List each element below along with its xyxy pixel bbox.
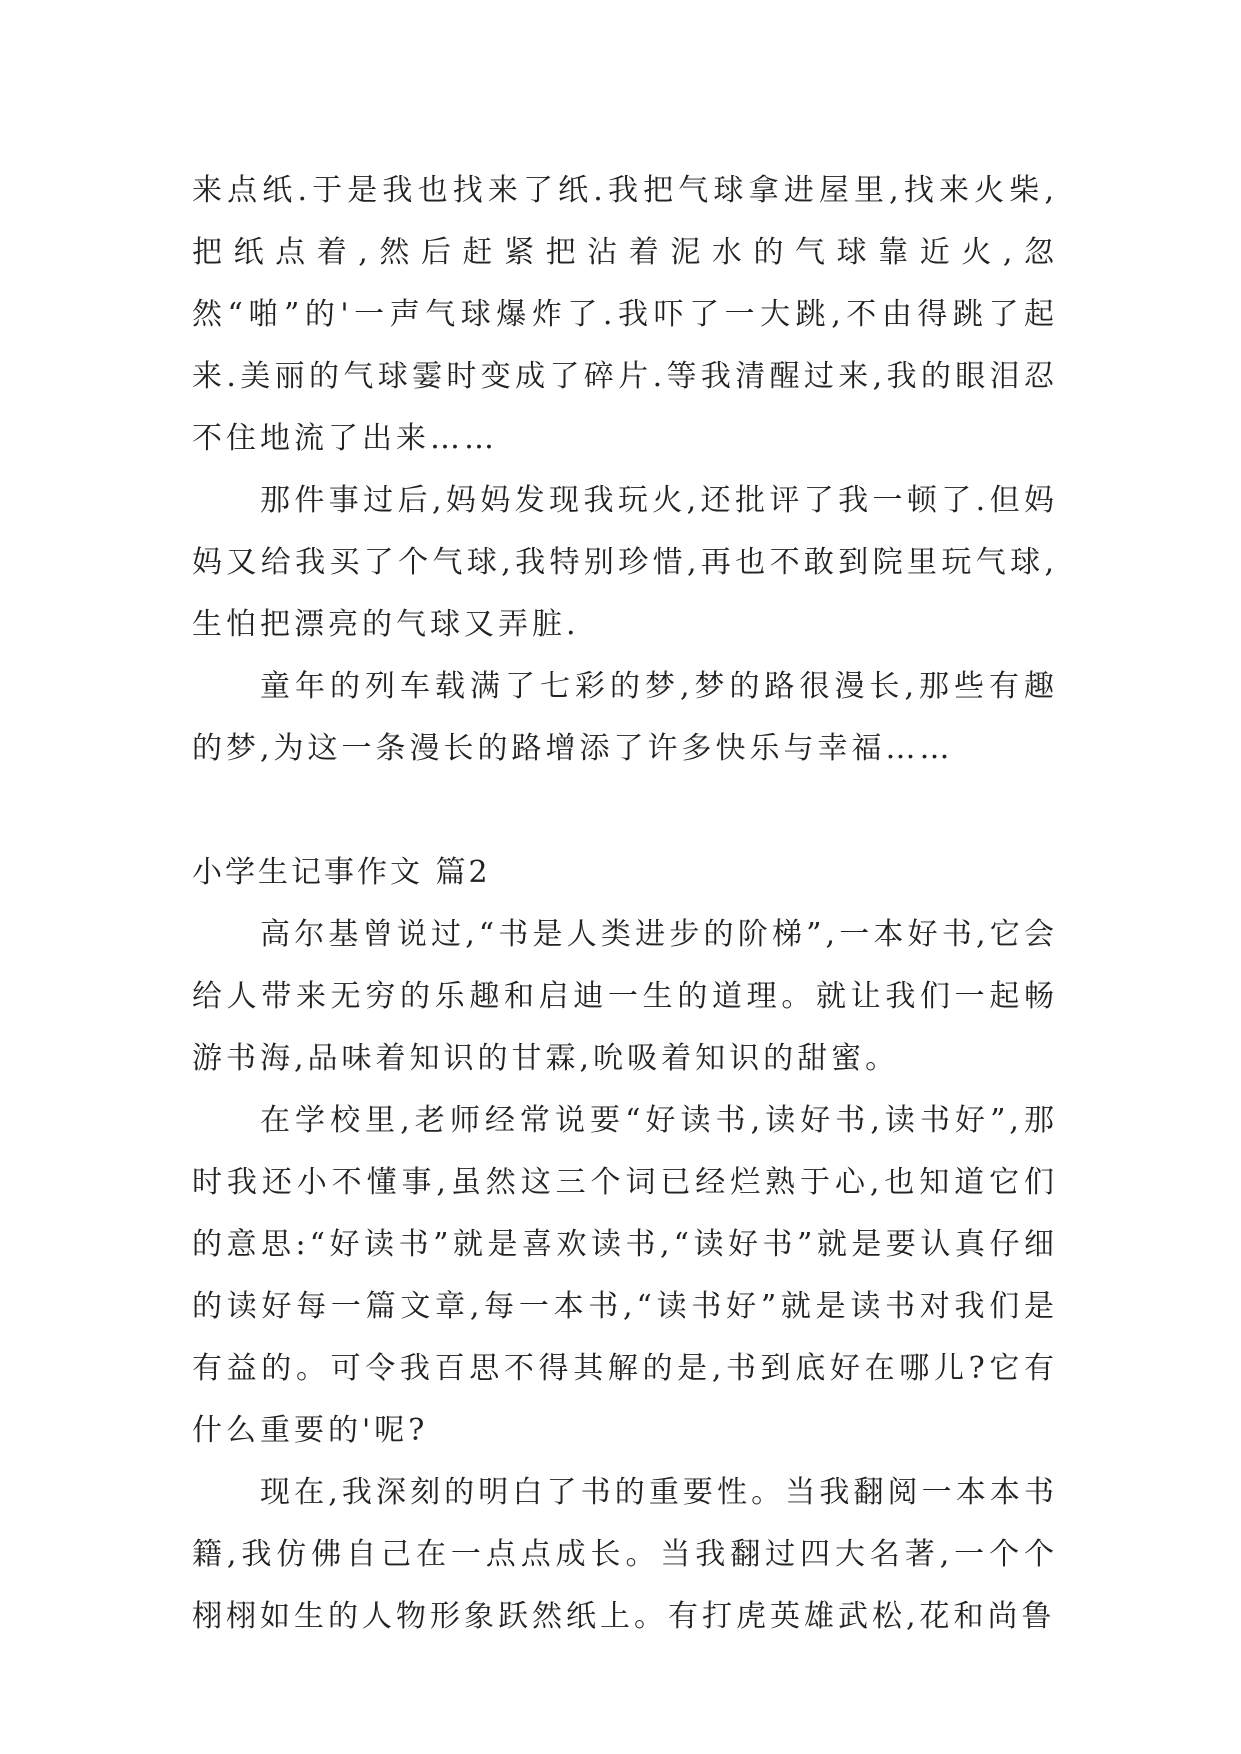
document-body xyxy=(192,160,1058,1648)
section-gap xyxy=(192,780,1058,842)
section-heading: 小学生记事作文 篇2 xyxy=(192,855,491,890)
paragraph-school-reading: 在学校里,老师经常说要“好读书,读好书,读书好”,那时我还小不懂事,虽然这三个词已经烂熟于心,也知道它们的意思:“好读书”就是喜欢读书,“读好书”就是要认真仔细的读好每一篇文章,每一本书,“读书好”就是读书对我们是有益的。可令我百思不得其解的是,书到底好在哪儿?它有什么重要的'呢? xyxy=(192,1103,1058,1448)
paragraph-childhood-train: 童年的列车载满了七彩的梦,梦的路很漫长,那些有趣的梦,为这一条漫长的路增添了许多快乐与幸福…… xyxy=(192,669,1058,766)
paragraph-after-event: 那件事过后,妈妈发现我玩火,还批评了我一顿了.但妈妈又给我买了个气球,我特别珍惜,再也不敢到院里玩气球,生怕把漂亮的气球又弄脏. xyxy=(192,483,1058,642)
paragraph-gorky-quote: 高尔基曾说过,“书是人类进步的阶梯”,一本好书,它会给人带来无穷的乐趣和启迪一生的道理。就让我们一起畅游书海,品味着知识的甘霖,吮吸着知识的甜蜜。 xyxy=(192,917,1058,1076)
paragraph-balloon-fire: 来点纸.于是我也找来了纸.我把气球拿进屋里,找来火柴,把纸点着,然后赶紧把沾着泥水的气球靠近火,忽然“啪”的'一声气球爆炸了.我吓了一大跳,不由得跳了起来.美丽的气球霎时变成了碎片.等我清醒过来,我的眼泪忍不住地流了出来…… xyxy=(192,173,1058,456)
paragraph-importance-of-books: 现在,我深刻的明白了书的重要性。当我翻阅一本本书籍,我仿佛自己在一点点成长。当我翻过四大名著,一个个栩栩如生的人物形象跃然纸上。有打虎英雄武松,花和尚鲁 xyxy=(192,1475,1058,1634)
